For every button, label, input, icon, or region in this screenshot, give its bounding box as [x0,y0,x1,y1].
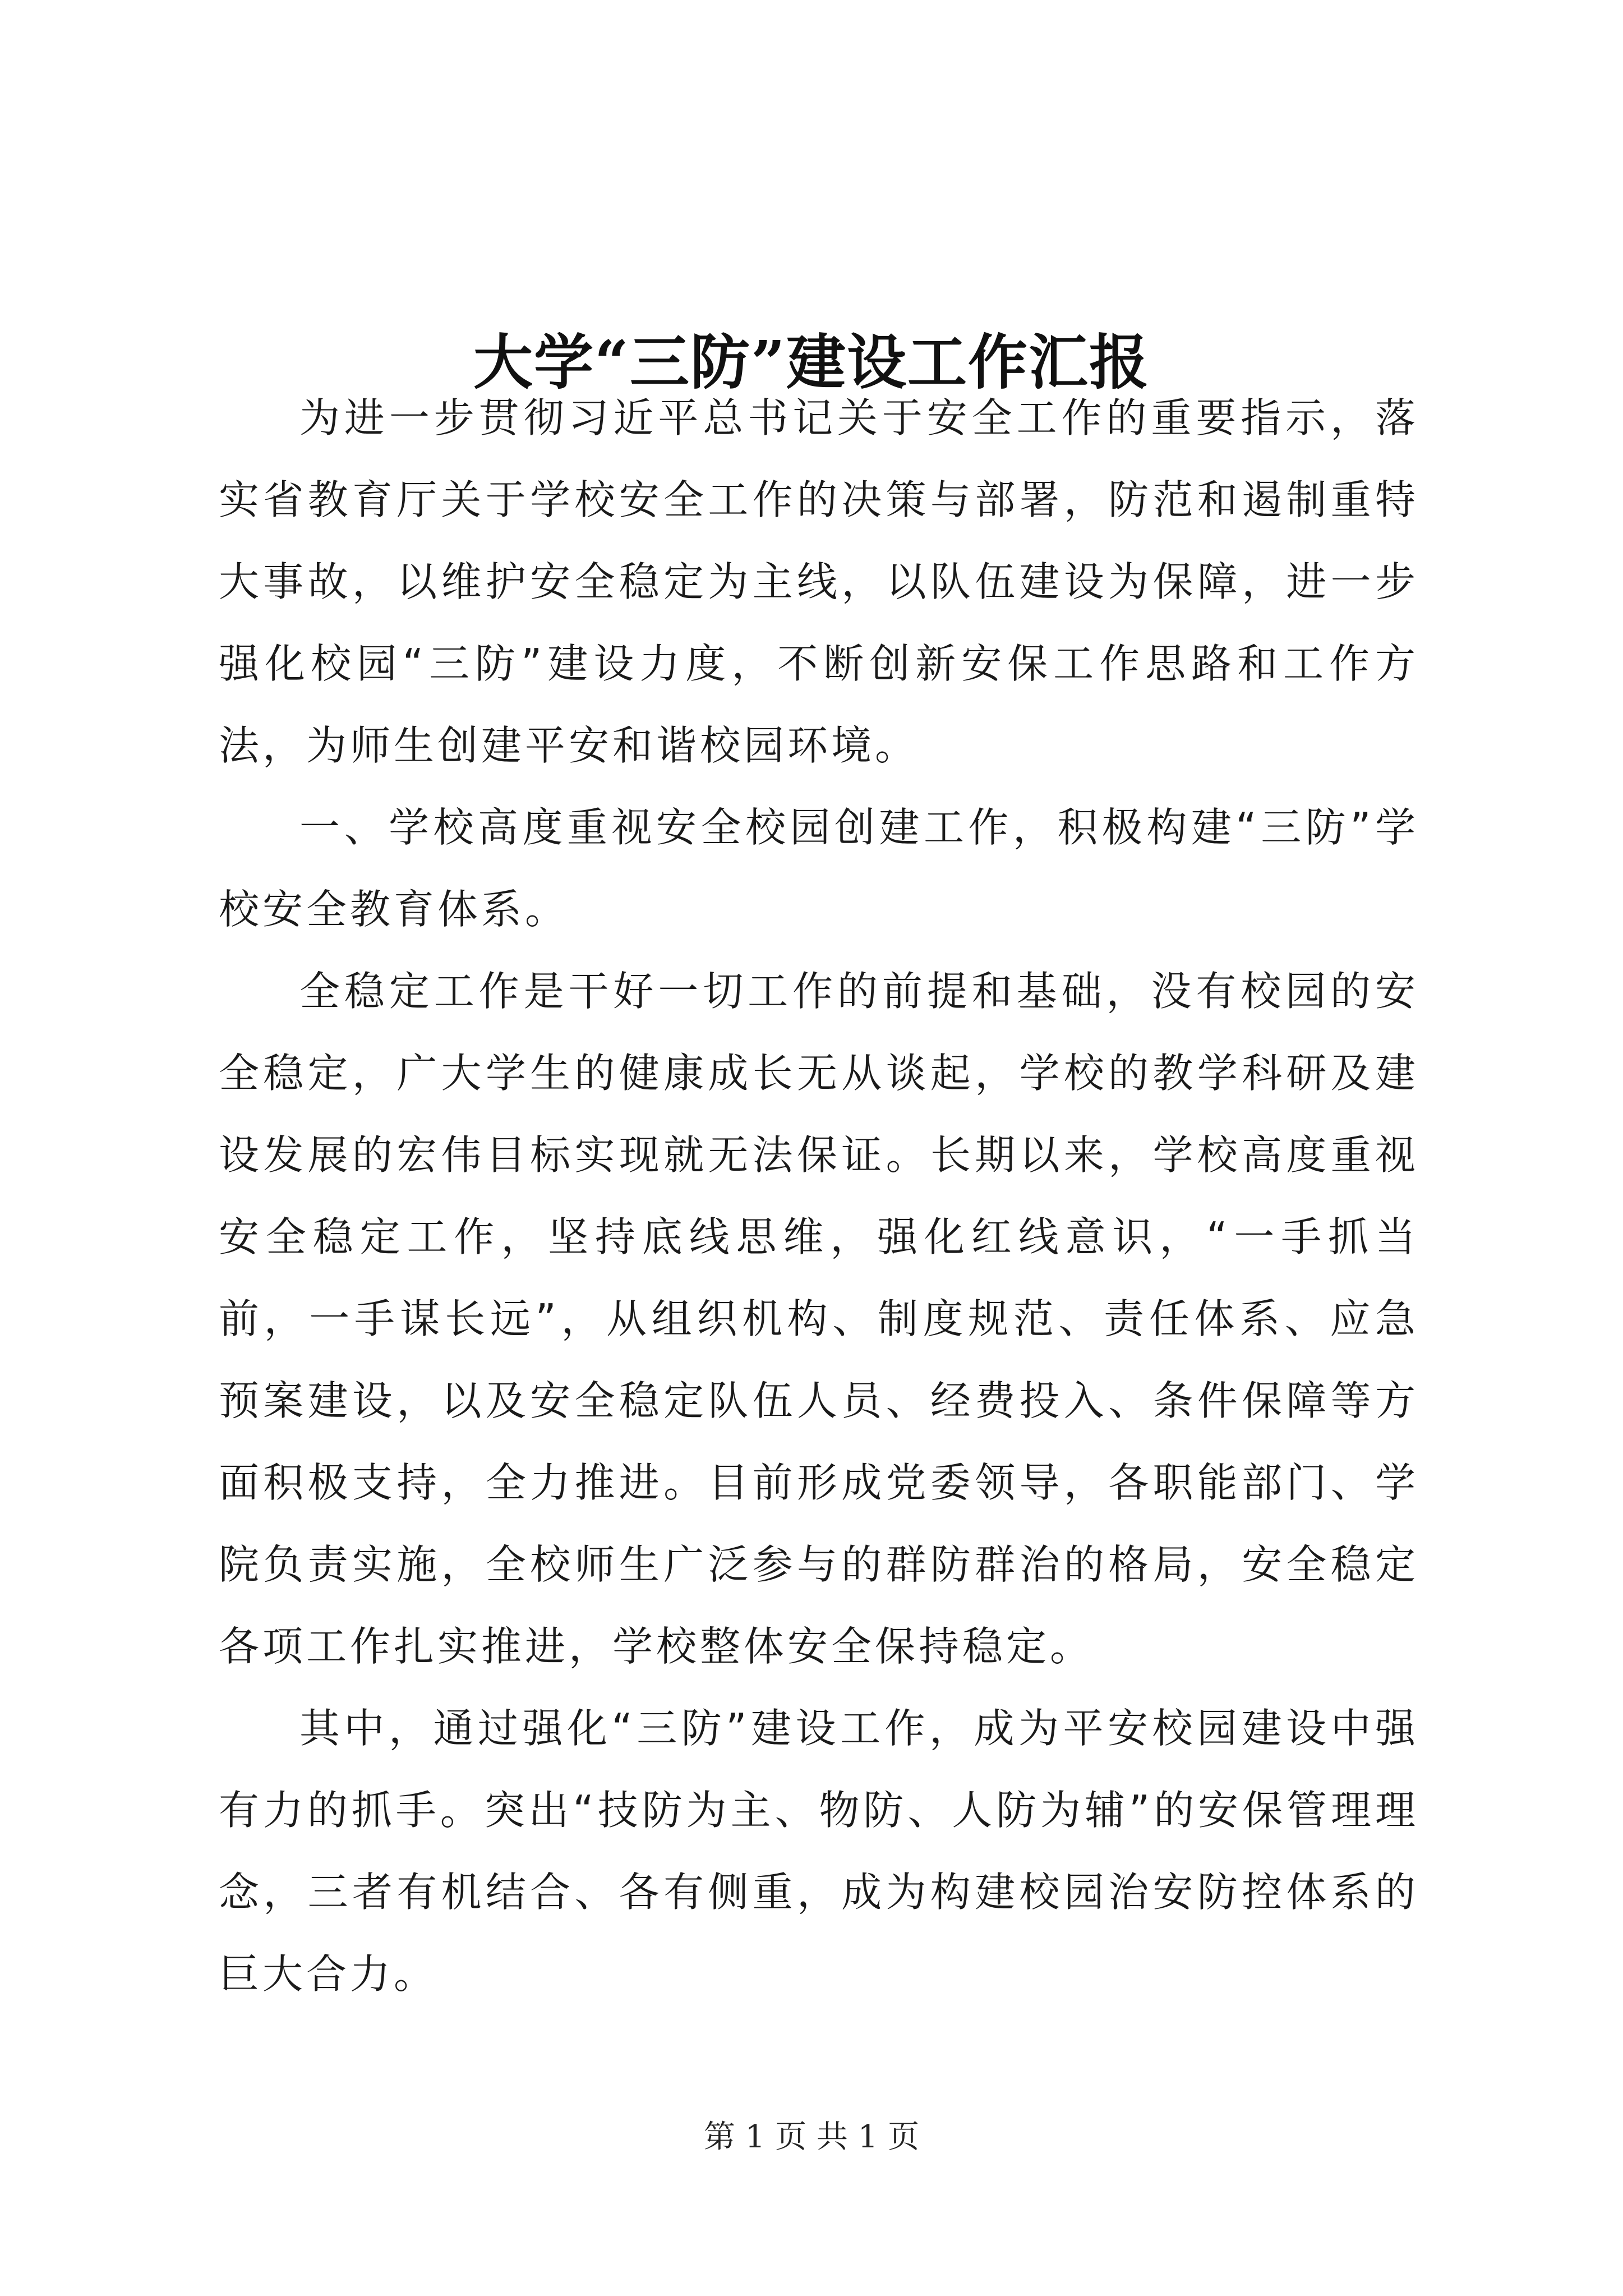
document-body [219,377,1419,2015]
paragraph-three-defenses: 其中，通过强化“三防”建设工作，成为平安校园建设中强有力的抓手。突出“技防为主、物防、人防为辅”的安保管理理念，三者有机结合、各有侧重，成为构建校园治安防控体系的巨大合力。 [219,1705,1419,1998]
document-title: 大学“三防”建设工作汇报 [473,327,1150,398]
paragraph-intro: 为进一步贯彻习近平总书记关于安全工作的重要指示，落实省教育厅关于学校安全工作的决策与部署，防范和遏制重特大事故，以维护安全稳定为主线，以队伍建设为保障，进一步强化校园“三防”建设力度，不断创新安保工作思路和工作方法，为师生创建平安和谐校园环境。 [219,394,1419,769]
page-footer: 第 1 页 共 1 页 [703,2119,920,2155]
paragraph-stability: 全稳定工作是干好一切工作的前提和基础，没有校园的安全稳定，广大学生的健康成长无从谈起，学校的教学科研及建设发展的宏伟目标实现就无法保证。长期以来，学校高度重视安全稳定工作，坚持底线思维，强化红线意识，“一手抓当前，一手谋长远”，从组织机构、制度规范、责任体系、应急预案建设，以及安全稳定队伍人员、经费投入、条件保障等方面积极支持，全力推进。目前形成党委领导，各职能部门、学院负责实施，全校师生广泛参与的群防群治的格局，安全稳定各项工作扎实推进，学校整体安全保持稳定。 [219,968,1419,1670]
paragraph-section-heading: 一、学校高度重视安全校园创建工作，积极构建“三防”学校安全教育体系。 [219,804,1419,933]
